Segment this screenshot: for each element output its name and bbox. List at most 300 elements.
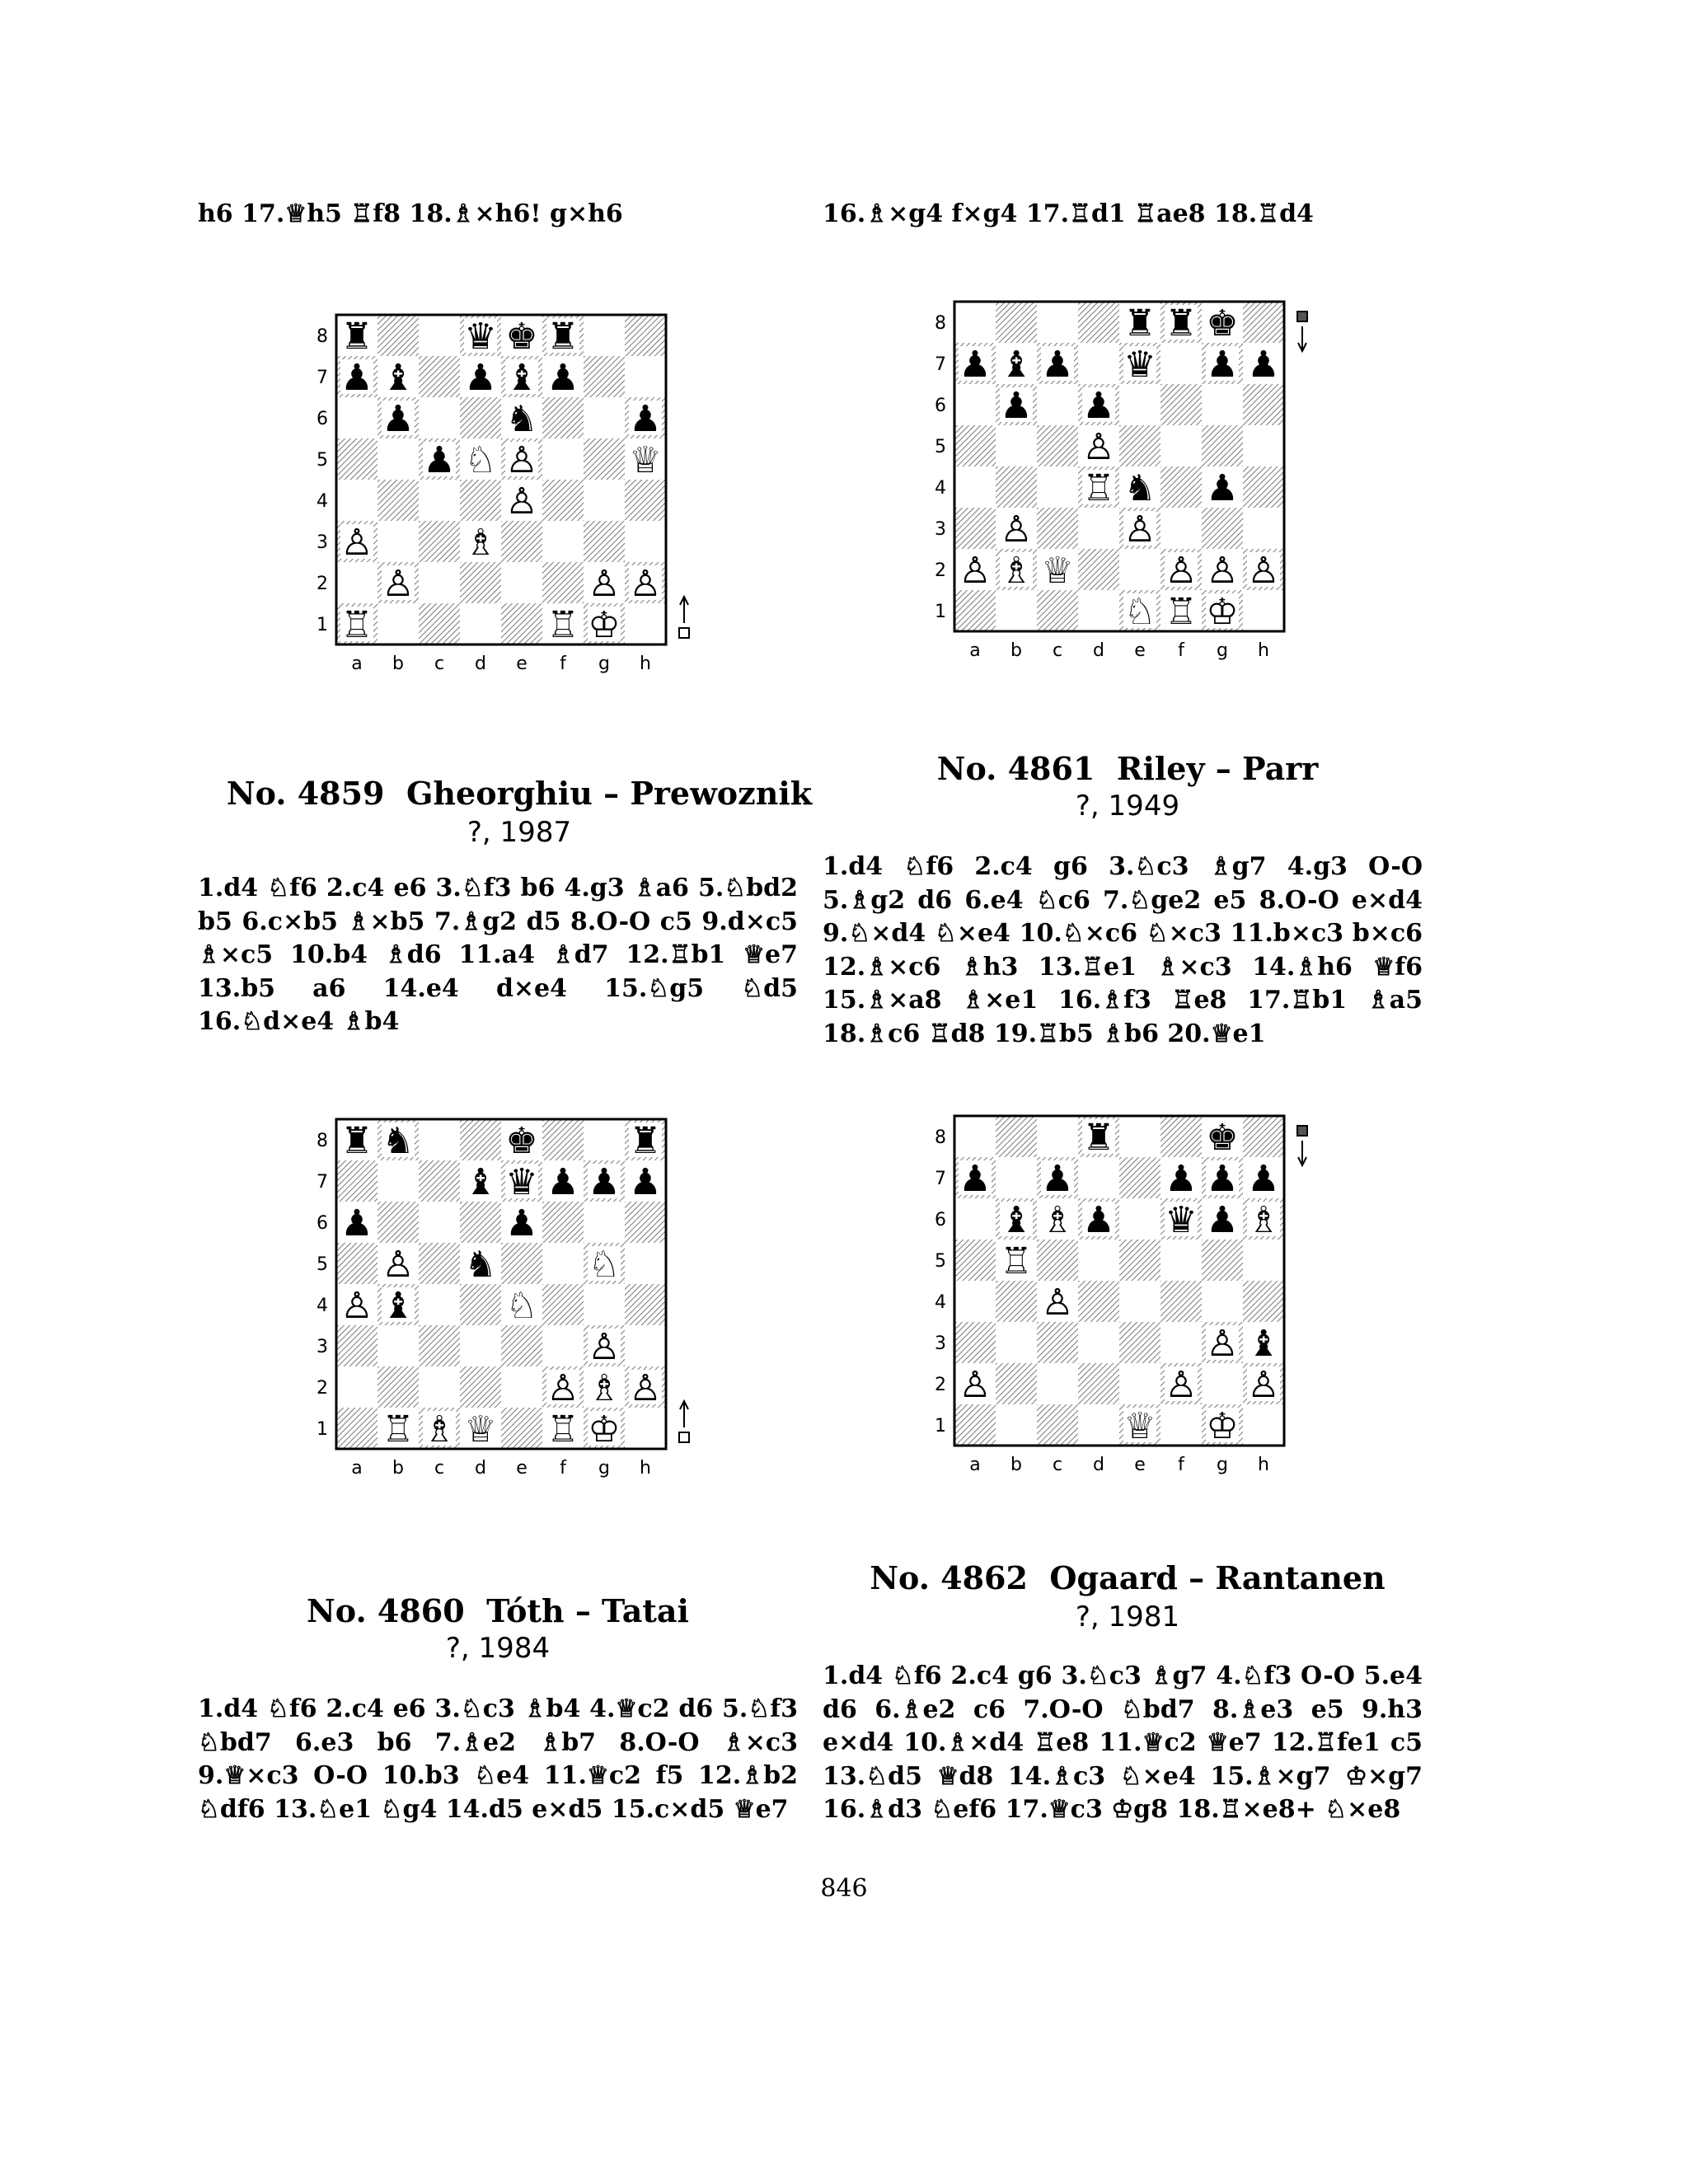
board-square-e1 [501, 1408, 542, 1449]
file-label: b [1010, 640, 1022, 661]
chess-piece-d4: ♖ [1082, 467, 1115, 509]
chess-piece-a2: ♙ [959, 1364, 992, 1406]
board-square-g6 [1202, 384, 1243, 425]
board-square-e2 [501, 562, 542, 603]
board-square-h6 [1243, 384, 1284, 425]
chess-piece-b7: ♝ [382, 357, 415, 399]
board-square-e2 [501, 1366, 542, 1408]
chess-piece-g3: ♙ [588, 1326, 621, 1368]
game-4859-title [198, 775, 841, 812]
board-square-c8 [1037, 302, 1078, 343]
game-4862-moves: 1.d4 ♘f6 2.c4 g6 3.♘c3 ♗g7 4.♘f3 O-O 5.e4 d6 6.♗e2 c6 7.O-O ♘bd7 8.♗e3 e5 9.h3 e×d4 10.♗×d4 ♖e8 11.♕c2 ♕e7 12.♖fe1 c5 13.♘d5 ♕d8 14.♗c3 ♘×e4 15.♗×g7 ♔×g7 16.♗d3 ♘ef6 17.♕c3 ♔g8 18.♖×e8+ ♘×e8 [823, 1661, 1423, 1824]
chess-piece-h5: ♕ [629, 439, 662, 481]
chess-piece-d5: ♘ [464, 439, 497, 481]
chess-piece-c2: ♕ [1041, 550, 1074, 592]
rank-label: 1 [316, 1419, 328, 1440]
board-square-b3 [377, 1325, 419, 1366]
chess-piece-b2: ♗ [1000, 550, 1033, 592]
board-square-e4 [1119, 1281, 1160, 1322]
file-label: f [560, 654, 566, 674]
board-square-h1 [1243, 590, 1284, 631]
board-square-a1 [336, 1408, 377, 1449]
board-square-f7 [1160, 343, 1202, 384]
board-square-g5 [1202, 1240, 1243, 1281]
rank-label: 1 [935, 602, 946, 622]
chess-piece-e6: ♞ [505, 398, 538, 440]
chess-piece-h7: ♟ [1247, 1158, 1280, 1200]
chess-piece-f7: ♟ [546, 1161, 579, 1203]
chess-diagram-4861 [931, 293, 1343, 673]
rank-label: 7 [935, 1169, 946, 1189]
chess-piece-g1: ♔ [1206, 591, 1239, 633]
board-square-d3 [1078, 1322, 1119, 1363]
chess-piece-d7: ♟ [464, 357, 497, 399]
game-players: Riley – Parr [1116, 750, 1319, 787]
board-square-f3 [1160, 508, 1202, 549]
board-square-f4 [1160, 1281, 1202, 1322]
board-square-a8 [954, 1116, 996, 1157]
file-label: h [1258, 640, 1269, 661]
game-number: No. 4861 [936, 750, 1095, 787]
board-square-d4 [1078, 1281, 1119, 1322]
board-square-g8 [584, 1119, 625, 1160]
board-square-c1 [1037, 590, 1078, 631]
board-square-a6 [954, 384, 996, 425]
board-square-e2 [1119, 549, 1160, 590]
chess-piece-b6: ♟ [382, 398, 415, 440]
board-square-h4 [1243, 466, 1284, 508]
board-square-c8 [1037, 1116, 1078, 1157]
file-label: a [351, 1458, 363, 1479]
chess-piece-g8: ♚ [1206, 302, 1239, 344]
rank-label: 5 [316, 1254, 328, 1275]
chess-piece-g1: ♔ [1206, 1405, 1239, 1447]
file-label: h [1258, 1455, 1269, 1475]
file-label: b [392, 654, 404, 674]
chess-piece-a3: ♙ [340, 522, 373, 564]
board-square-a8 [954, 302, 996, 343]
file-label: e [516, 1458, 528, 1479]
board-square-c8 [419, 315, 460, 356]
rank-label: 1 [316, 615, 328, 635]
chess-piece-e8: ♚ [505, 316, 538, 358]
chess-piece-h2: ♙ [629, 563, 662, 605]
file-label: b [392, 1458, 404, 1479]
board-square-a5 [954, 1240, 996, 1281]
board-square-e8 [1119, 1116, 1160, 1157]
rank-label: 5 [316, 450, 328, 471]
board-square-e7 [1119, 1157, 1160, 1198]
board-square-h4 [625, 480, 666, 521]
chess-piece-f2: ♙ [546, 1367, 579, 1409]
board-square-f8 [1160, 1116, 1202, 1157]
file-label: f [560, 1458, 566, 1479]
board-square-f4 [542, 1284, 584, 1325]
top-left-moves: h6 17.♕h5 ♖f8 18.♗×h6! g×h6 [198, 199, 623, 228]
board-square-h1 [625, 603, 666, 644]
board-square-e6 [1119, 384, 1160, 425]
board-square-a4 [336, 480, 377, 521]
chess-piece-g8: ♚ [1206, 1117, 1239, 1159]
file-label: b [1010, 1455, 1022, 1475]
chess-piece-c4: ♙ [1041, 1282, 1074, 1324]
board-square-c3 [419, 1325, 460, 1366]
board-square-g6 [584, 397, 625, 438]
board-square-f5 [1160, 1240, 1202, 1281]
rank-label: 8 [935, 1127, 946, 1148]
chess-diagram-4862 [931, 1108, 1343, 1487]
board-square-f3 [1160, 1322, 1202, 1363]
file-label: a [969, 1455, 981, 1475]
board-square-c7 [419, 356, 460, 397]
chess-piece-h2: ♙ [1247, 550, 1280, 592]
rank-label: 6 [316, 409, 328, 429]
board-square-e5 [1119, 425, 1160, 466]
board-square-e3 [501, 521, 542, 562]
chess-piece-b8: ♞ [382, 1120, 415, 1162]
board-square-a5 [336, 1243, 377, 1284]
board-square-a6 [336, 397, 377, 438]
chess-piece-f8: ♜ [1165, 302, 1198, 344]
game-4861-title [823, 750, 1432, 787]
chess-piece-g5: ♘ [588, 1244, 621, 1286]
board-square-b8 [996, 1116, 1037, 1157]
chess-piece-e4: ♞ [1123, 467, 1156, 509]
chess-piece-f2: ♙ [1165, 1364, 1198, 1406]
board-square-b7 [377, 1160, 419, 1202]
chess-piece-e7: ♛ [505, 1161, 538, 1203]
board-square-f2 [542, 562, 584, 603]
board-square-a4 [954, 1281, 996, 1322]
chess-piece-h6: ♗ [1247, 1199, 1280, 1241]
chess-piece-e3: ♙ [1123, 509, 1156, 551]
chess-piece-g1: ♔ [588, 604, 621, 646]
board-square-b8 [377, 315, 419, 356]
game-4859-info: ?, 1987 [467, 816, 572, 849]
board-square-h5 [1243, 425, 1284, 466]
file-label: g [598, 654, 610, 674]
chess-piece-f7: ♟ [546, 357, 579, 399]
board-square-a3 [954, 1322, 996, 1363]
board-square-h5 [625, 1243, 666, 1284]
file-label: d [1093, 640, 1104, 661]
chess-piece-c5: ♟ [423, 439, 456, 481]
game-4862-info: ?, 1981 [1075, 1601, 1180, 1633]
board-square-b1 [996, 590, 1037, 631]
game-4861-info: ?, 1949 [1075, 790, 1180, 823]
board-square-g2 [1202, 1363, 1243, 1404]
file-label: e [516, 654, 528, 674]
chess-piece-h7: ♟ [629, 1161, 662, 1203]
board-square-b4 [996, 1281, 1037, 1322]
rank-label: 8 [316, 326, 328, 347]
board-square-f1 [1160, 1404, 1202, 1446]
board-square-a1 [954, 590, 996, 631]
chess-piece-b5: ♙ [382, 1244, 415, 1286]
board-square-b3 [996, 1322, 1037, 1363]
rank-label: 5 [935, 1251, 946, 1272]
game-players: Tóth – Tatai [486, 1592, 689, 1629]
game-number: No. 4862 [870, 1559, 1028, 1596]
chess-piece-d8: ♛ [464, 316, 497, 358]
chess-piece-b7: ♝ [1000, 344, 1033, 386]
board-square-c3 [419, 521, 460, 562]
board-square-g4 [584, 480, 625, 521]
file-label: h [640, 654, 651, 674]
game-4860-moves: 1.d4 ♘f6 2.c4 e6 3.♘c3 ♗b4 4.♕c2 d6 5.♘f3 ♘bd7 6.e3 b6 7.♗e2 ♗b7 8.O-O ♗×c3 9.♕×c3 O-O 10.b3 ♘e4 11.♕c2 f5 12.♗b2 ♘df6 13.♘e1 ♘g4 14.d5 e×d5 15.c×d5 ♕e7 [198, 1694, 798, 1824]
board-square-e3 [501, 1325, 542, 1366]
board-square-b7 [996, 1157, 1037, 1198]
board-square-h7 [625, 356, 666, 397]
file-label: a [351, 654, 363, 674]
board-square-c3 [1037, 1322, 1078, 1363]
chess-piece-f8: ♜ [546, 316, 579, 358]
board-square-c4 [1037, 466, 1078, 508]
file-label: c [1052, 640, 1063, 661]
board-square-b3 [377, 521, 419, 562]
rank-label: 4 [316, 491, 328, 512]
chess-piece-g4: ♟ [1206, 467, 1239, 509]
board-square-b4 [377, 480, 419, 521]
chess-piece-g2: ♙ [588, 563, 621, 605]
rank-label: 5 [935, 437, 946, 457]
chess-piece-e7: ♝ [505, 357, 538, 399]
chess-piece-g7: ♟ [588, 1161, 621, 1203]
rank-label: 7 [316, 368, 328, 388]
board-square-c1 [1037, 1404, 1078, 1446]
board-square-b4 [996, 466, 1037, 508]
board-square-d3 [1078, 508, 1119, 549]
board-square-f3 [542, 1325, 584, 1366]
board-square-g3 [584, 521, 625, 562]
chess-diagram-4860 [313, 1111, 692, 1490]
chess-piece-b6: ♝ [1000, 1199, 1033, 1241]
board-square-f6 [1160, 384, 1202, 425]
board-square-c1 [419, 603, 460, 644]
chess-piece-a7: ♟ [340, 357, 373, 399]
rank-label: 2 [316, 1378, 328, 1399]
board-square-a2 [336, 562, 377, 603]
chess-piece-d5: ♙ [1082, 426, 1115, 468]
board-square-f8 [542, 1119, 584, 1160]
board-square-f6 [542, 397, 584, 438]
chess-piece-a7: ♟ [959, 1158, 992, 1200]
file-label: e [1134, 640, 1146, 661]
chess-piece-e8: ♚ [505, 1120, 538, 1162]
board-square-d1 [460, 603, 501, 644]
board-square-d8 [1078, 302, 1119, 343]
chess-piece-d1: ♕ [464, 1408, 497, 1451]
chess-piece-a1: ♖ [340, 604, 373, 646]
board-square-g8 [584, 315, 625, 356]
chess-piece-h8: ♜ [629, 1120, 662, 1162]
board-square-f5 [1160, 425, 1202, 466]
board-square-d2 [1078, 1363, 1119, 1404]
chess-piece-e1: ♕ [1123, 1405, 1156, 1447]
white-to-move-indicator-icon [679, 597, 689, 638]
board-square-f3 [542, 521, 584, 562]
board-square-c4 [419, 480, 460, 521]
board-square-e5 [501, 1243, 542, 1284]
game-4860-info: ?, 1984 [445, 1632, 551, 1665]
board-square-h1 [1243, 1404, 1284, 1446]
board-square-d4 [460, 480, 501, 521]
board-square-c5 [1037, 425, 1078, 466]
game-number: No. 4860 [307, 1592, 465, 1629]
chess-piece-d6: ♟ [1082, 385, 1115, 427]
board-square-c8 [419, 1119, 460, 1160]
board-square-h3 [1243, 508, 1284, 549]
game-4861-moves: 1.d4 ♘f6 2.c4 g6 3.♘c3 ♗g7 4.g3 O-O 5.♗g2 d6 6.e4 ♘c6 7.♘ge2 e5 8.O-O e×d4 9.♘×d4 ♘×e4 10.♘×c6 ♘×c3 11.b×c3 b×c6 12.♗×c6 ♗h3 13.♖e1 ♗×c3 14.♗h6 ♕f6 15.♗×a8 ♗×e1 16.♗f3 ♖e8 17.♖b1 ♗a5 18.♗c6 ♖d8 19.♖b5 ♗b6 20.♕e1 [823, 852, 1423, 1048]
board-square-g3 [1202, 508, 1243, 549]
rank-label: 4 [316, 1296, 328, 1316]
game-players: Ogaard – Rantanen [1049, 1559, 1386, 1596]
board-square-a5 [336, 438, 377, 480]
board-square-a3 [954, 508, 996, 549]
rank-label: 3 [935, 519, 946, 540]
chess-piece-a7: ♟ [959, 344, 992, 386]
rank-label: 7 [316, 1172, 328, 1193]
board-square-b6 [377, 1202, 419, 1243]
game-players: Gheorghiu – Prewoznik [406, 775, 813, 812]
rank-label: 3 [935, 1333, 946, 1354]
rank-label: 8 [935, 313, 946, 334]
chess-piece-f6: ♛ [1165, 1199, 1198, 1241]
board-square-g4 [1202, 1281, 1243, 1322]
chess-piece-b6: ♟ [1000, 385, 1033, 427]
chess-piece-f1: ♖ [546, 604, 579, 646]
file-label: d [1093, 1455, 1104, 1475]
board-square-h8 [1243, 302, 1284, 343]
chess-piece-c1: ♗ [423, 1408, 456, 1451]
rank-label: 8 [316, 1131, 328, 1151]
board-square-c3 [1037, 508, 1078, 549]
chess-piece-g7: ♟ [1206, 1158, 1239, 1200]
chess-piece-b2: ♙ [382, 563, 415, 605]
rank-label: 4 [935, 1292, 946, 1313]
chess-piece-e4: ♙ [505, 480, 538, 523]
file-label: d [475, 654, 486, 674]
board-square-g7 [584, 356, 625, 397]
file-label: a [969, 640, 981, 661]
board-square-h4 [625, 1284, 666, 1325]
chess-piece-f2: ♙ [1165, 550, 1198, 592]
board-square-e1 [501, 603, 542, 644]
board-square-a1 [954, 1404, 996, 1446]
rank-label: 2 [935, 560, 946, 581]
top-right-moves: 16.♗×g4 f×g4 17.♖d1 ♖ae8 18.♖d4 [823, 199, 1314, 228]
board-square-b5 [996, 425, 1037, 466]
rank-label: 6 [935, 396, 946, 416]
rank-label: 7 [935, 354, 946, 375]
board-square-b1 [377, 603, 419, 644]
chess-piece-b5: ♖ [1000, 1240, 1033, 1282]
rank-label: 6 [316, 1213, 328, 1234]
board-square-c6 [1037, 384, 1078, 425]
board-square-f4 [542, 480, 584, 521]
board-square-c2 [1037, 1363, 1078, 1404]
board-square-d1 [1078, 590, 1119, 631]
page-number: 846 [820, 1874, 868, 1903]
chess-piece-a8: ♜ [340, 1120, 373, 1162]
rank-label: 3 [316, 532, 328, 553]
board-square-f4 [1160, 466, 1202, 508]
board-square-a3 [336, 1325, 377, 1366]
board-square-e5 [1119, 1240, 1160, 1281]
board-square-c5 [1037, 1240, 1078, 1281]
chess-piece-d8: ♜ [1082, 1117, 1115, 1159]
file-label: e [1134, 1455, 1146, 1475]
board-square-e3 [1119, 1322, 1160, 1363]
rank-label: 1 [935, 1416, 946, 1436]
game-4862-title [823, 1559, 1432, 1596]
board-square-h3 [625, 521, 666, 562]
chess-piece-b4: ♝ [382, 1285, 415, 1327]
board-square-d7 [1078, 1157, 1119, 1198]
game-number: No. 4859 [226, 775, 385, 812]
board-square-g5 [584, 438, 625, 480]
board-square-h3 [625, 1325, 666, 1366]
board-square-g6 [584, 1202, 625, 1243]
rank-label: 6 [935, 1210, 946, 1230]
black-to-move-indicator-icon [1297, 312, 1307, 351]
board-square-e6 [1119, 1198, 1160, 1240]
board-square-d7 [1078, 343, 1119, 384]
chess-piece-g6: ♟ [1206, 1199, 1239, 1241]
file-label: f [1178, 1455, 1184, 1475]
board-square-f6 [542, 1202, 584, 1243]
board-square-d5 [1078, 1240, 1119, 1281]
board-square-c7 [419, 1160, 460, 1202]
file-label: h [640, 1458, 651, 1479]
chess-diagram-4859 [313, 307, 692, 686]
game-4860-title [198, 1592, 798, 1629]
board-square-g4 [584, 1284, 625, 1325]
chess-piece-a2: ♙ [959, 550, 992, 592]
rank-label: 2 [935, 1375, 946, 1395]
board-square-h8 [625, 315, 666, 356]
board-square-a7 [336, 1160, 377, 1202]
file-label: g [1217, 640, 1228, 661]
board-square-d2 [460, 1366, 501, 1408]
board-square-c2 [419, 1366, 460, 1408]
board-square-f5 [542, 1243, 584, 1284]
board-square-f5 [542, 438, 584, 480]
chess-piece-a4: ♙ [340, 1285, 373, 1327]
chess-piece-e6: ♟ [505, 1202, 538, 1244]
chess-piece-g2: ♙ [1206, 550, 1239, 592]
chess-piece-a6: ♟ [340, 1202, 373, 1244]
chess-piece-h6: ♟ [629, 398, 662, 440]
chess-piece-g7: ♟ [1206, 344, 1239, 386]
board-square-b8 [996, 302, 1037, 343]
rank-label: 4 [935, 478, 946, 499]
board-square-a2 [336, 1366, 377, 1408]
chess-piece-c7: ♟ [1041, 1158, 1074, 1200]
board-square-c6 [419, 397, 460, 438]
chess-piece-e4: ♘ [505, 1285, 538, 1327]
chess-piece-c6: ♗ [1041, 1199, 1074, 1241]
chess-piece-e1: ♘ [1123, 591, 1156, 633]
board-square-d6 [460, 1202, 501, 1243]
chess-piece-h2: ♙ [1247, 1364, 1280, 1406]
board-square-c2 [419, 562, 460, 603]
board-square-h1 [625, 1408, 666, 1449]
file-label: g [1217, 1455, 1228, 1475]
chess-piece-g1: ♔ [588, 1408, 621, 1451]
file-label: c [434, 1458, 445, 1479]
black-to-move-indicator-icon [1297, 1126, 1307, 1165]
